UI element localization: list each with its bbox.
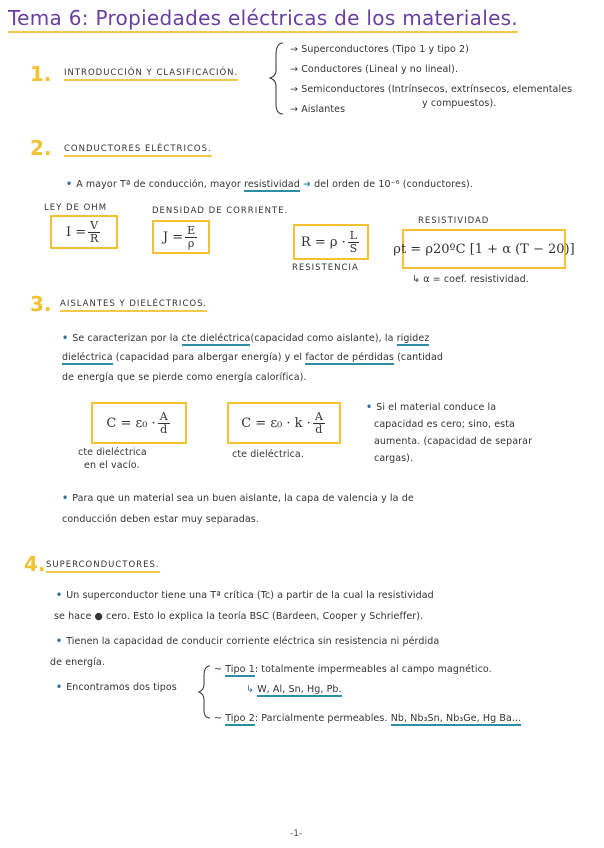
s3-p1-line1: • Se caracterizan por la cte dieléctrica(capacidad como aislante), la rigidez bbox=[62, 333, 430, 344]
tipo2-line: ~ Tipo 2: Parcialmente permeables. Nb, Nb₃Sn, Nb₃Ge, Hg Ba... bbox=[214, 713, 522, 724]
s4-p1-line1: • Un superconductor tiene una Tª crítica (Tc) a partir de la cual la resistividad bbox=[56, 590, 434, 601]
c2-label: cte dieléctrica. bbox=[232, 449, 304, 460]
ley-ohm-label: LEY DE OHM bbox=[44, 203, 108, 213]
s1-item-4: → Aislantes bbox=[290, 104, 346, 115]
alpha-note: ↳ α = coef. resistividad. bbox=[412, 274, 529, 285]
s3-p2-line1: • Para que un material sea un buen aislante, la capa de valencia y la de bbox=[62, 493, 414, 504]
resistividad-label: RESISTIVIDAD bbox=[418, 216, 490, 226]
section-3-number: 3. bbox=[30, 292, 52, 316]
section-4-heading: SUPERCONDUCTORES. bbox=[46, 560, 160, 573]
resistencia-label: RESISTENCIA bbox=[292, 263, 359, 273]
section-2-heading: CONDUCTORES ELÉCTRICOS. bbox=[64, 144, 212, 157]
s4-p2-line2: de energía. bbox=[50, 657, 105, 668]
section-3-heading: AISLANTES Y DIELÉCTRICOS. bbox=[60, 299, 207, 312]
s1-item-3: → Semiconductores (Intrínsecos, extrínsecos, elementales bbox=[290, 84, 573, 95]
s4-p3: • Encontramos dos tipos bbox=[56, 682, 177, 693]
j-formula-box: J = $\frac{E}{\rho}$ bbox=[152, 220, 210, 254]
c-vacuum-formula-box: C = ε₀ · $\frac{A}{d}$ bbox=[91, 402, 187, 444]
section-4-number: 4. bbox=[24, 552, 46, 576]
tipo1-examples: ↳ W, Al, Sn, Hg, Pb. bbox=[246, 684, 342, 695]
s4-p1-line2: se hace ● cero. Esto lo explica la teoría BSC (Bardeen, Cooper y Schrieffer). bbox=[54, 611, 424, 622]
s3-p1-line2: dieléctrica (capacidad para albergar energía) y el factor de pérdidas (cantidad bbox=[62, 352, 443, 363]
c1-label-a: cte dieléctrica bbox=[78, 447, 147, 458]
page-number: -1- bbox=[290, 829, 303, 839]
s1-item-2: → Conductores (Lineal y no lineal). bbox=[290, 64, 459, 75]
s3-note-line1: • Si el material conduce la bbox=[366, 402, 497, 413]
r-formula-box: R = ρ · $\frac{L}{S}$ bbox=[293, 224, 369, 260]
section-1-number: 1. bbox=[30, 62, 52, 86]
rho-formula-box: ρt = ρ20ºC [1 + α (T − 20)] bbox=[402, 229, 566, 269]
s3-note-line2: capacidad es cero; sino, esta bbox=[374, 419, 515, 430]
s2-bullet: • A mayor Tª de conducción, mayor resistividad ➜ del orden de 10⁻⁶ (conductores). bbox=[66, 179, 473, 190]
s3-note-line4: cargas). bbox=[374, 453, 414, 464]
section-1-heading: INTRODUCCIÓN Y CLASIFICACIÓN. bbox=[64, 68, 238, 81]
s3-note-line3: aumenta. (capacidad de separar bbox=[374, 436, 533, 447]
section-2-number: 2. bbox=[30, 136, 52, 160]
ohm-formula-box: I = $\frac{V}{R}$ bbox=[50, 215, 118, 249]
page-title: Tema 6: Propiedades eléctricas de los materiales. bbox=[8, 6, 518, 33]
s4-p2-line1: • Tienen la capacidad de conducir corriente eléctrica sin resistencia ni pérdida bbox=[56, 636, 440, 647]
s1-item-1: → Superconductores (Tipo 1 y tipo 2) bbox=[290, 44, 469, 55]
c-dielectric-formula-box: C = ε₀ · k · $\frac{A}{d}$ bbox=[227, 402, 341, 444]
s1-item-3-cont: y compuestos). bbox=[422, 98, 497, 109]
c1-label-b: en el vacío. bbox=[84, 460, 140, 471]
densidad-label: DENSIDAD DE CORRIENTE. bbox=[152, 206, 289, 216]
tipo1-line: ~ Tipo 1: totalmente impermeables al campo magnético. bbox=[214, 664, 492, 675]
s3-p1-line3: de energía que se pierde como energía calorífica). bbox=[62, 372, 307, 383]
s3-p2-line2: conducción deben estar muy separadas. bbox=[62, 514, 259, 525]
